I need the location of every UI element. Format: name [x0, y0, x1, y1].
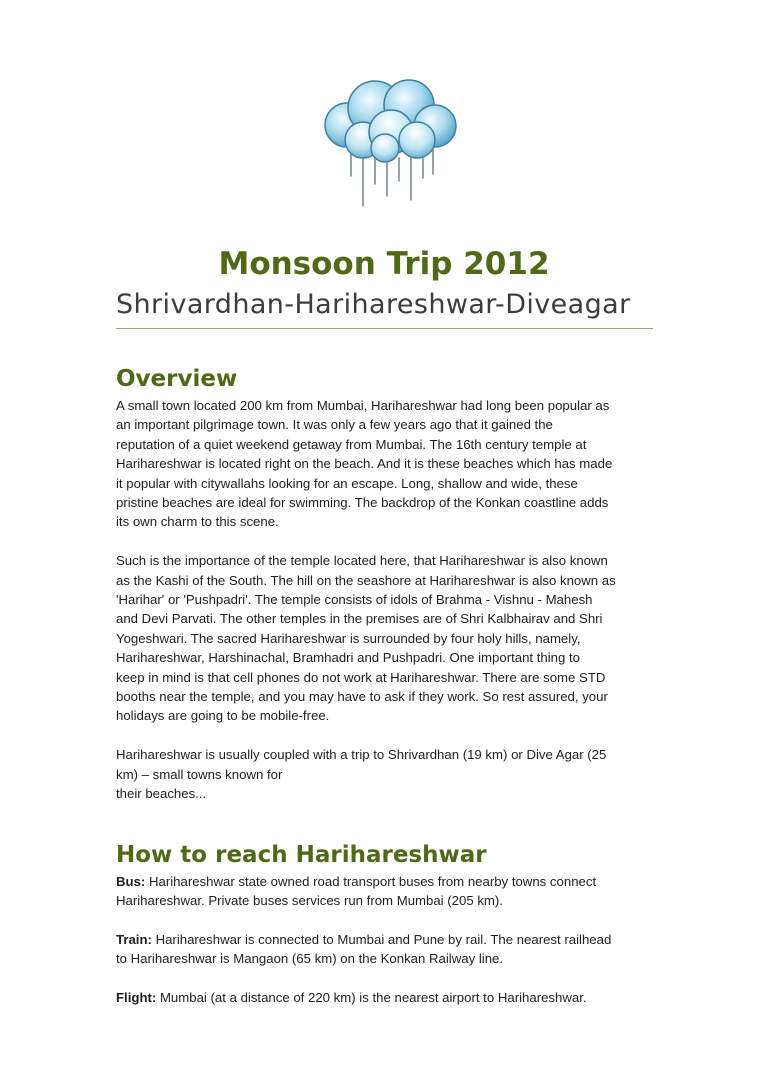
overview-paragraph-2 — [116, 551, 661, 726]
text-line: an important pilgrimage town. It was only a few years ago that it gained the — [116, 417, 553, 433]
text-line: their beaches... — [116, 786, 207, 802]
reach-heading: How to reach Harihareshwar — [116, 841, 487, 868]
bus-label: Bus: — [116, 873, 146, 889]
text-line: its own charm to this scene. — [116, 514, 279, 530]
text-line: Such is the importance of the temple located here, that Harihareshwar is also known — [116, 553, 608, 569]
title-divider — [116, 328, 653, 329]
text-line: km) – small towns known for — [116, 766, 283, 782]
bus-text-2: Harihareshwar. Private buses services run from Mumbai (205 km). — [116, 892, 503, 908]
rain-cloud-icon — [305, 78, 465, 213]
reach-train — [116, 930, 661, 969]
document-title: Monsoon Trip 2012 — [218, 246, 550, 282]
bus-text: Harihareshwar state owned road transport buses from nearby towns connect — [145, 873, 597, 889]
text-line: Harihareshwar is usually coupled with a trip to Shrivardhan (19 km) or Dive Agar (25 — [116, 747, 607, 763]
text-line: Yogeshwari. The sacred Harihareshwar is surrounded by four holy hills, namely, — [116, 630, 581, 646]
text-line: A small town located 200 km from Mumbai, Harihareshwar had long been popular as — [116, 398, 610, 413]
text-line: and Devi Parvati. The other temples in the premises are of Shri Kalbhairav and Shri — [116, 611, 603, 627]
document-subtitle: Shrivardhan-Harihareshwar-Diveagar — [116, 289, 631, 320]
text-line: reputation of a quiet weekend getaway from Mumbai. The 16th century temple at — [116, 436, 587, 452]
reach-bus — [116, 872, 661, 911]
text-line: 'Harihar' or 'Pushpadri'. The temple consists of idols of Brahma - Vishnu - Mahesh — [116, 592, 593, 608]
overview-paragraph-1 — [116, 396, 661, 532]
text-line: it popular with citywallahs looking for an escape. Long, shallow and wide, these — [116, 475, 578, 491]
text-line: holidays are going to be mobile-free. — [116, 708, 330, 724]
flight-text: Mumbai (at a distance of 220 km) is the nearest airport to Harihareshwar. — [156, 989, 587, 1005]
document-body — [116, 362, 661, 1007]
text-line: keep in mind is that cell phones do not work at Harihareshwar. There are some STD — [116, 669, 606, 685]
reach-flight — [116, 988, 661, 1007]
text-line: Harihareshwar, Harshinachal, Bramhadri and Pushpadri. One important thing to — [116, 650, 581, 666]
train-label: Train: — [116, 931, 152, 947]
overview-paragraph-3 — [116, 745, 661, 803]
overview-heading: Overview — [116, 366, 238, 392]
text-line: as the Kashi of the South. The hill on the seashore at Harihareshwar is also known as — [116, 572, 616, 588]
train-text-2: to Harihareshwar is Mangaon (65 km) on the Konkan Railway line. — [116, 951, 504, 967]
train-text: Harihareshwar is connected to Mumbai and Pune by rail. The nearest railhead — [151, 931, 612, 947]
text-line: Harihareshwar is located right on the beach. And it is these beaches which has made — [116, 456, 613, 472]
flight-label: Flight: — [116, 989, 157, 1005]
text-line: booths near the temple, and you may have to ask if they work. So rest assured, your — [116, 689, 608, 705]
text-line: pristine beaches are ideal for swimming. The backdrop of the Konkan coastline adds — [116, 495, 609, 511]
